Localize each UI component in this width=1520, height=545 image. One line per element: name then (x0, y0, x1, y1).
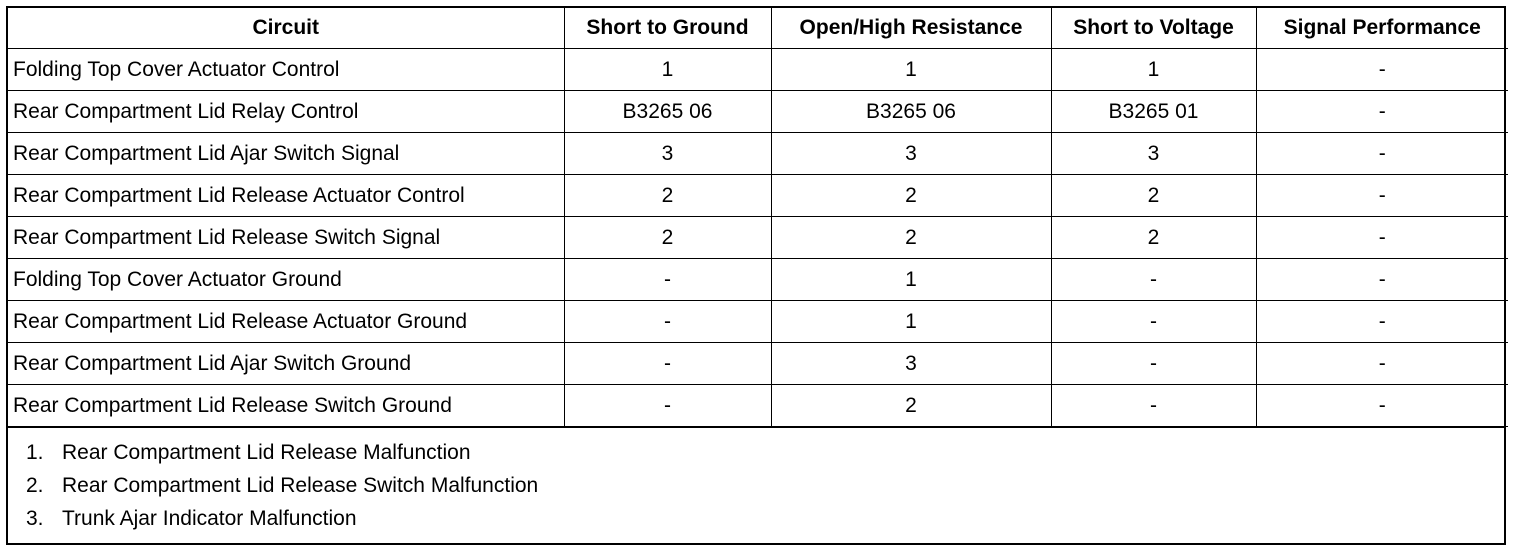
short-to-voltage-cell: 3 (1051, 133, 1256, 175)
header-short-to-ground: Short to Ground (564, 8, 771, 49)
short-to-voltage-cell: - (1051, 385, 1256, 427)
table-row (8, 259, 1508, 301)
footnote-text: Rear Compartment Lid Release Switch Malfunction (62, 474, 539, 497)
short-to-ground-cell: 2 (564, 175, 771, 217)
short-to-ground-cell: B3265 06 (564, 91, 771, 133)
table-row (8, 49, 1508, 91)
short-to-voltage-cell: 1 (1051, 49, 1256, 91)
footnote-text: Rear Compartment Lid Release Malfunction (62, 441, 471, 464)
table-row (8, 133, 1508, 175)
signal-performance-cell: - (1256, 301, 1508, 343)
header-open-high-resistance: Open/High Resistance (771, 8, 1051, 49)
signal-performance-cell: - (1256, 91, 1508, 133)
signal-performance-cell: - (1256, 175, 1508, 217)
signal-performance-cell: - (1256, 217, 1508, 259)
open-high-resistance-cell: 2 (771, 217, 1051, 259)
short-to-ground-cell: 3 (564, 133, 771, 175)
circuit-fault-table (8, 8, 1508, 427)
circuit-cell: Rear Compartment Lid Release Actuator Control (8, 175, 564, 217)
short-to-ground-cell: - (564, 343, 771, 385)
circuit-cell: Rear Compartment Lid Release Switch Signal (8, 217, 564, 259)
footnote-number: 1. (26, 441, 44, 464)
footnotes (8, 427, 1504, 543)
signal-performance-cell: - (1256, 133, 1508, 175)
circuit-cell: Rear Compartment Lid Release Actuator Ground (8, 301, 564, 343)
table-row (8, 175, 1508, 217)
short-to-ground-cell: - (564, 385, 771, 427)
table-row (8, 217, 1508, 259)
header-signal-performance: Signal Performance (1256, 8, 1508, 49)
circuit-cell: Folding Top Cover Actuator Control (8, 49, 564, 91)
short-to-voltage-cell: B3265 01 (1051, 91, 1256, 133)
open-high-resistance-cell: 3 (771, 133, 1051, 175)
circuit-cell: Rear Compartment Lid Release Switch Ground (8, 385, 564, 427)
signal-performance-cell: - (1256, 343, 1508, 385)
table-row (8, 301, 1508, 343)
footnote-text: Trunk Ajar Indicator Malfunction (62, 507, 357, 530)
signal-performance-cell: - (1256, 385, 1508, 427)
table-row (8, 343, 1508, 385)
header-circuit: Circuit (8, 8, 564, 49)
circuit-cell: Folding Top Cover Actuator Ground (8, 259, 564, 301)
signal-performance-cell: - (1256, 49, 1508, 91)
open-high-resistance-cell: 1 (771, 301, 1051, 343)
short-to-ground-cell: 1 (564, 49, 771, 91)
short-to-ground-cell: - (564, 259, 771, 301)
footnote-item (26, 469, 1504, 502)
circuit-cell: Rear Compartment Lid Ajar Switch Ground (8, 343, 564, 385)
short-to-voltage-cell: - (1051, 259, 1256, 301)
open-high-resistance-cell: 2 (771, 385, 1051, 427)
short-to-voltage-cell: - (1051, 343, 1256, 385)
circuit-cell: Rear Compartment Lid Relay Control (8, 91, 564, 133)
table-row (8, 385, 1508, 427)
footnote-item (26, 436, 1504, 469)
footnote-number: 2. (26, 474, 44, 497)
open-high-resistance-cell: 1 (771, 49, 1051, 91)
footnote-number: 3. (26, 507, 44, 530)
short-to-voltage-cell: 2 (1051, 175, 1256, 217)
short-to-voltage-cell: - (1051, 301, 1256, 343)
circuit-fault-table-frame (6, 6, 1506, 545)
signal-performance-cell: - (1256, 259, 1508, 301)
short-to-voltage-cell: 2 (1051, 217, 1256, 259)
short-to-ground-cell: 2 (564, 217, 771, 259)
circuit-cell: Rear Compartment Lid Ajar Switch Signal (8, 133, 564, 175)
footnote-item (26, 502, 1504, 535)
open-high-resistance-cell: 2 (771, 175, 1051, 217)
header-short-to-voltage: Short to Voltage (1051, 8, 1256, 49)
open-high-resistance-cell: B3265 06 (771, 91, 1051, 133)
table-row (8, 91, 1508, 133)
open-high-resistance-cell: 1 (771, 259, 1051, 301)
header-row (8, 8, 1508, 49)
short-to-ground-cell: - (564, 301, 771, 343)
open-high-resistance-cell: 3 (771, 343, 1051, 385)
